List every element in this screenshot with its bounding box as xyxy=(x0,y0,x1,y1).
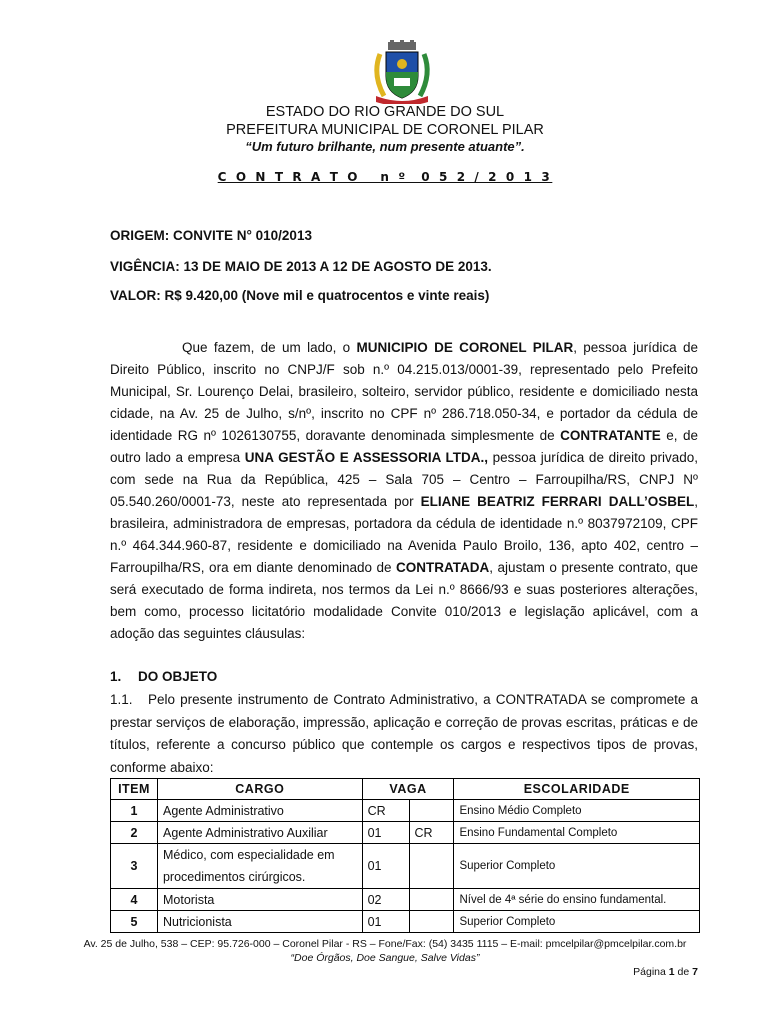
table-cell: Agente Administrativo xyxy=(157,800,362,822)
motto: “Um futuro brilhante, num presente atuante”. xyxy=(245,139,525,154)
value-line: VALOR: R$ 9.420,00 (Nove mil e quatrocentos e vinte reais) xyxy=(110,288,490,303)
table-cell: 2 xyxy=(111,822,158,844)
header-vaga: VAGA xyxy=(362,779,454,800)
table-cell: Superior Completo xyxy=(454,844,700,889)
clause-1-1: 1.1. Pelo presente instrumento de Contrato Administrativo, a CONTRATADA se compromete a prestar serviços de elaboração, impressão, aplicação e correção de provas escritas, práticas e de títulos, referente a concurso público que contemple os cargos e respectivos tipos de provas, conforme abaixo: xyxy=(110,692,698,775)
city-hall-name: PREFEITURA MUNICIPAL DE CORONEL PILAR xyxy=(226,122,544,138)
table-cell xyxy=(409,844,454,889)
contract-title: C O N T R A T O n º 0 5 2 / 2 0 1 3 xyxy=(217,170,553,184)
table-row xyxy=(111,911,700,933)
table-cell: Ensino Fundamental Completo xyxy=(454,822,700,844)
table-cell: CR xyxy=(362,800,409,822)
table-row xyxy=(111,822,700,844)
header-escolaridade: ESCOLARIDADE xyxy=(454,779,700,800)
header-item: ITEM xyxy=(111,779,158,800)
table-cell: 01 xyxy=(362,822,409,844)
section-1-heading: 1. DO OBJETO xyxy=(110,669,218,684)
table-cell: 02 xyxy=(362,889,409,911)
table-cell: Nível de 4ª série do ensino fundamental. xyxy=(454,889,700,911)
table-cell: Médico, com especialidade em procedimentos cirúrgicos. xyxy=(157,844,362,889)
table-cell: Superior Completo xyxy=(454,911,700,933)
table-cell: 4 xyxy=(111,889,158,911)
table-cell: Ensino Médio Completo xyxy=(454,800,700,822)
table-cell: CR xyxy=(409,822,454,844)
table-cell: 1 xyxy=(111,800,158,822)
table-cell: 3 xyxy=(111,844,158,889)
municipal-coat-of-arms-logo xyxy=(368,40,436,104)
state-name: ESTADO DO RIO GRANDE DO SUL xyxy=(265,104,505,120)
intro-paragraph: Que fazem, de um lado, o MUNICIPIO DE CORONEL PILAR, pessoa jurídica de Direito Público, inscrito no CNPJ/F sob n.º 04.215.013/0001-39, representado pelo Prefeito Municipal, Sr. Lourenço Delai, brasileiro, solteiro, servidor público, residente e domiciliado nesta cidade, na Av. 25 de Julho, s/nº, inscrito no CPF nº 286.718.050-34, e portador da cédula de identidade RG nº 1026130755, doravante denominada simplesmente de CONTRATANTE e, de outro lado a empresa UNA GESTÃO E ASSESSORIA LTDA., pessoa jurídica de direito privado, com sede na Rua da República, 425 – Sala 705 – Centro – Farroupilha/RS, CNPJ Nº 05.540.260/0001-73, neste ato representada por ELIANE BEATRIZ FERRARI DALL’OSBEL, brasileira, administradora de empresas, portadora da cédula de identidade n.º 8037972109, CPF n.º 464.344.960-87, residente e domiciliado na Avenida Paulo Broilo, 136, apto 402, centro – Farroupilha/RS, ora em diante denominado de CONTRATADA, ajustam o presente contrato, que será executado de forma indireta, nos termos da Lei n.º 8666/93 e suas posteriores alterações, bem como, processo licitatório modalidade Convite 010/2013 e legislação aplicável, com a adoção das seguintes cláusulas: xyxy=(110,340,699,641)
table-cell: 01 xyxy=(362,911,409,933)
table-header-row xyxy=(111,779,700,800)
origin-line: ORIGEM: CONVITE N° 010/2013 xyxy=(110,228,312,243)
footer-address: Av. 25 de Julho, 538 – CEP: 95.726-000 – Coronel Pilar - RS – Fone/Fax: (54) 3435 1115 – E-mail: pmcelpilar@pmcelpilar.com.br xyxy=(83,938,687,950)
table-cell xyxy=(409,800,454,822)
table-cell xyxy=(409,911,454,933)
table-row xyxy=(111,889,700,911)
table-row xyxy=(111,800,700,822)
table-cell: 01 xyxy=(362,844,409,889)
table-cell: Motorista xyxy=(157,889,362,911)
footer-slogan: “Doe Órgãos, Doe Sangue, Salve Vidas” xyxy=(290,952,480,964)
table-row xyxy=(111,844,700,889)
positions-table xyxy=(110,778,700,933)
table-cell: Agente Administrativo Auxiliar xyxy=(157,822,362,844)
table-cell xyxy=(409,889,454,911)
header-cargo: CARGO xyxy=(157,779,362,800)
page-indicator: Página 1 de 7 xyxy=(633,966,698,978)
validity-line: VIGÊNCIA: 13 DE MAIO DE 2013 A 12 DE AGOSTO DE 2013. xyxy=(110,259,492,274)
table-cell: 5 xyxy=(111,911,158,933)
table-cell: Nutricionista xyxy=(157,911,362,933)
